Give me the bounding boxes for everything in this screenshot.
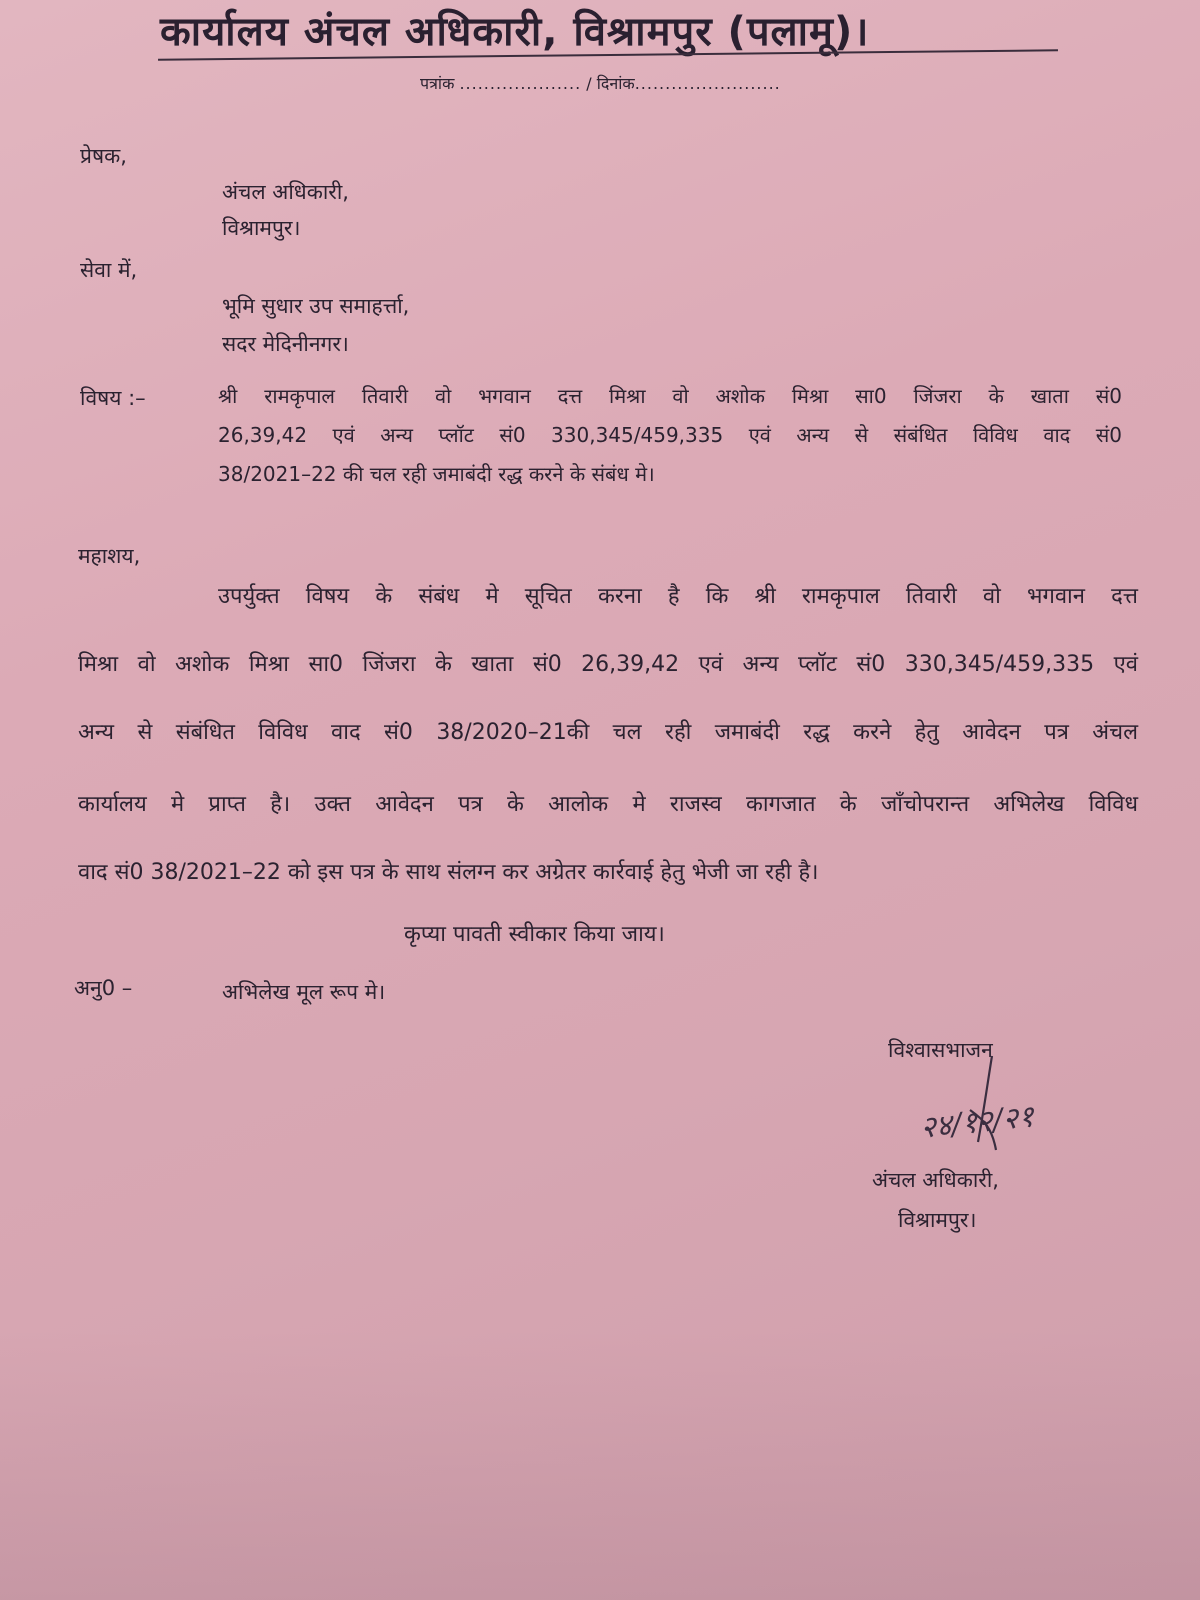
reference-line [420,72,781,94]
enclosure-label: अनु0 – [74,976,133,1000]
signatory-designation: अंचल अधिकारी, [872,1168,999,1192]
handwritten-signature: २४/१२/२१ [918,1099,1036,1146]
subject-label: विषय :– [80,386,146,410]
paper-shadow [0,1330,1200,1600]
date-label: दिनांक [596,74,635,93]
signatory-place: विश्रामपुर। [898,1208,977,1232]
recipient-designation: भूमि सुधार उप समाहर्त्ता, [222,294,410,318]
body-line-3: अन्य से संबंधित विविध वाद सं0 38/2020–21की चल रही जमाबंदी रद्ध करने हेतु आवेदन पत्र अंचल [78,720,1138,745]
sign-off: विश्वासभाजन [888,1038,993,1062]
letter-no-blank: .................... [459,74,582,93]
office-letterhead: कार्यालय अंचल अधिकारी, विश्रामपुर (पलामू)। [160,9,870,55]
body-line-4: कार्यालय मे प्राप्त है। उक्त आवेदन पत्र के आलोक मे राजस्व कागजात के जाँचोपरान्त अभिलेख विविध [78,792,1138,817]
body-line-1: उपर्युक्त विषय के संबंध मे सूचित करना है कि श्री रामकृपाल तिवारी वो भगवान दत्त [218,584,1138,609]
sender-designation: अंचल अधिकारी, [222,180,349,204]
enclosure-text: अभिलेख मूल रूप मे। [222,980,386,1004]
recipient-place: सदर मेदिनीनगर। [222,332,349,356]
salutation: महाशय, [78,544,141,568]
subject-line-3: 38/2021–22 की चल रही जमाबंदी रद्ध करने के संबंध मे। [218,462,655,486]
body-line-2: मिश्रा वो अशोक मिश्रा सा0 जिंजरा के खाता सं0 26,39,42 एवं अन्य प्लॉट सं0 330,345/459,335 एवं [78,652,1138,677]
ref-separator: / [586,74,592,93]
body-line-5: वाद सं0 38/2021–22 को इस पत्र के साथ संलग्न कर अग्रेतर कार्रवाई हेतु भेजी जा रही है। [78,860,819,885]
sender-place: विश्रामपुर। [222,216,301,240]
letter-no-label: पत्रांक [420,74,455,93]
subject-line-2: 26,39,42 एवं अन्य प्लॉट सं0 330,345/459,335 एवं अन्य से संबंधित विविध वाद सं0 [218,423,1122,447]
subject-line-1: श्री रामकृपाल तिवारी वो भगवान दत्त मिश्रा वो अशोक मिश्रा सा0 जिंजरा के खाता सं0 [218,384,1122,408]
recipient-label: सेवा में, [80,258,138,282]
acknowledgement-request: कृप्या पावती स्वीकार किया जाय। [404,922,665,947]
date-blank: ........................ [634,74,781,93]
sender-label: प्रेषक, [80,144,127,168]
